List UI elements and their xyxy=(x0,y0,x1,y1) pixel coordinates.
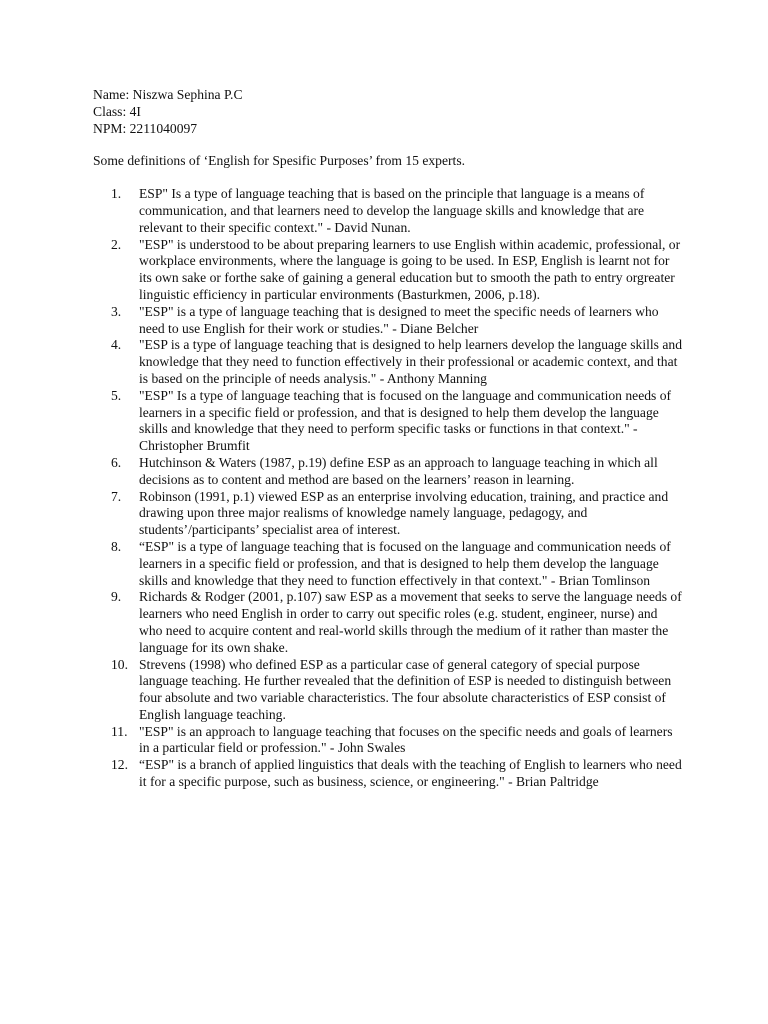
definition-text: ESP" Is a type of language teaching that is based on the principle that language is a means of communication, and that learners need to develop the language skills and knowledge that are relevant to their specific context." - David Nunan. xyxy=(139,186,645,235)
definition-number: 11. xyxy=(111,723,128,739)
definition-item xyxy=(93,539,683,589)
definition-text: Richards & Rodger (2001, p.107) saw ESP as a movement that seeks to serve the language needs of learners who need English in order to carry out specific roles (e.g. student, engineer, nurse) and who need to acquire content and real-world skills through the medium of it rather than master the language for its own shake. xyxy=(139,589,682,655)
definition-item xyxy=(93,489,683,539)
definition-number: 2. xyxy=(111,236,122,252)
definition-text: “ESP" is a branch of applied linguistics that deals with the teaching of English to learners who need it for a specific purpose, such as business, science, or engineering." - Brian Paltridge xyxy=(139,757,682,790)
definition-number: 6. xyxy=(111,454,122,470)
definition-text: "ESP" is understood to be about preparing learners to use English within academic, professional, or workplace environments, where the language is going to be used. In ESP, English is learnt not for its own sake or forthe sake of gaining a general education but to smooth the path to entry orgreater linguistic efficiency in particular environments (Basturkmen, 2006, p.18). xyxy=(139,236,681,302)
definition-text: "ESP" is a type of language teaching that is designed to meet the specific needs of learners who need to use English for their work or studies." - Diane Belcher xyxy=(139,303,659,336)
definition-item xyxy=(93,757,683,791)
definition-item xyxy=(93,304,683,338)
definition-item xyxy=(93,589,683,656)
definition-item xyxy=(93,388,683,455)
definition-number: 5. xyxy=(111,387,122,403)
definition-number: 10. xyxy=(111,656,128,672)
definition-number: 12. xyxy=(111,757,128,773)
intro-sentence: Some definitions of ‘English for Spesific Purposes’ from 15 experts. xyxy=(93,153,466,169)
student-class: Class: 4I xyxy=(93,103,141,119)
definition-text: "ESP is a type of language teaching that is designed to help learners develop the language skills and knowledge that they need to function effectively in their professional or academic context, and that is based on the principle of needs analysis." - Anthony Manning xyxy=(139,337,682,386)
definition-text: "ESP" is an approach to language teaching that focuses on the specific needs and goals of learners in a particular field or profession." - John Swales xyxy=(139,723,673,756)
definition-item xyxy=(93,724,683,758)
definition-number: 7. xyxy=(111,488,122,504)
definition-text: “ESP" is a type of language teaching that is focused on the language and communication needs of learners in a specific field or profession, and that is designed to help them develop the language skills and knowledge that they need to function effectively in that context." - Brian Tomlinson xyxy=(139,538,671,588)
document-page xyxy=(93,87,683,791)
definition-text: "ESP" Is a type of language teaching that is focused on the language and communication needs of learners in a specific field or profession, and that is designed to help them develop the language skills and knowledge that they need to perform specific tasks or functions in that context." - Christopher Brumfit xyxy=(139,387,672,454)
student-name: Name: Niszwa Sephina P.C xyxy=(93,87,243,102)
definition-number: 8. xyxy=(111,538,122,554)
definition-item xyxy=(93,455,683,489)
definition-number: 3. xyxy=(111,303,122,319)
definition-number: 9. xyxy=(111,589,122,605)
definition-number: 4. xyxy=(111,337,122,353)
definition-item xyxy=(93,186,683,236)
student-npm: NPM: 2211040097 xyxy=(93,120,198,136)
definition-text: Robinson (1991, p.1) viewed ESP as an enterprise involving education, training, and practice and drawing upon three major realisms of knowledge namely language, pedagogy, and students’/participants’ specialist area of interest. xyxy=(139,488,669,538)
definition-item xyxy=(93,337,683,387)
definition-item xyxy=(93,237,683,304)
definitions-list xyxy=(93,186,683,791)
definition-text: Strevens (1998) who defined ESP as a particular case of general category of special purpose language teaching. He further revealed that the definition of ESP is needed to distinguish between four absolute and two variable characteristics. The four absolute characteristics of ESP consist of English language teaching. xyxy=(139,656,672,722)
definition-number: 1. xyxy=(111,186,122,202)
definition-text: Hutchinson & Waters (1987, p.19) define ESP as an approach to language teaching in which all decisions as to content and method are based on the learners’ reason in learning. xyxy=(139,454,658,487)
definition-item xyxy=(93,657,683,724)
